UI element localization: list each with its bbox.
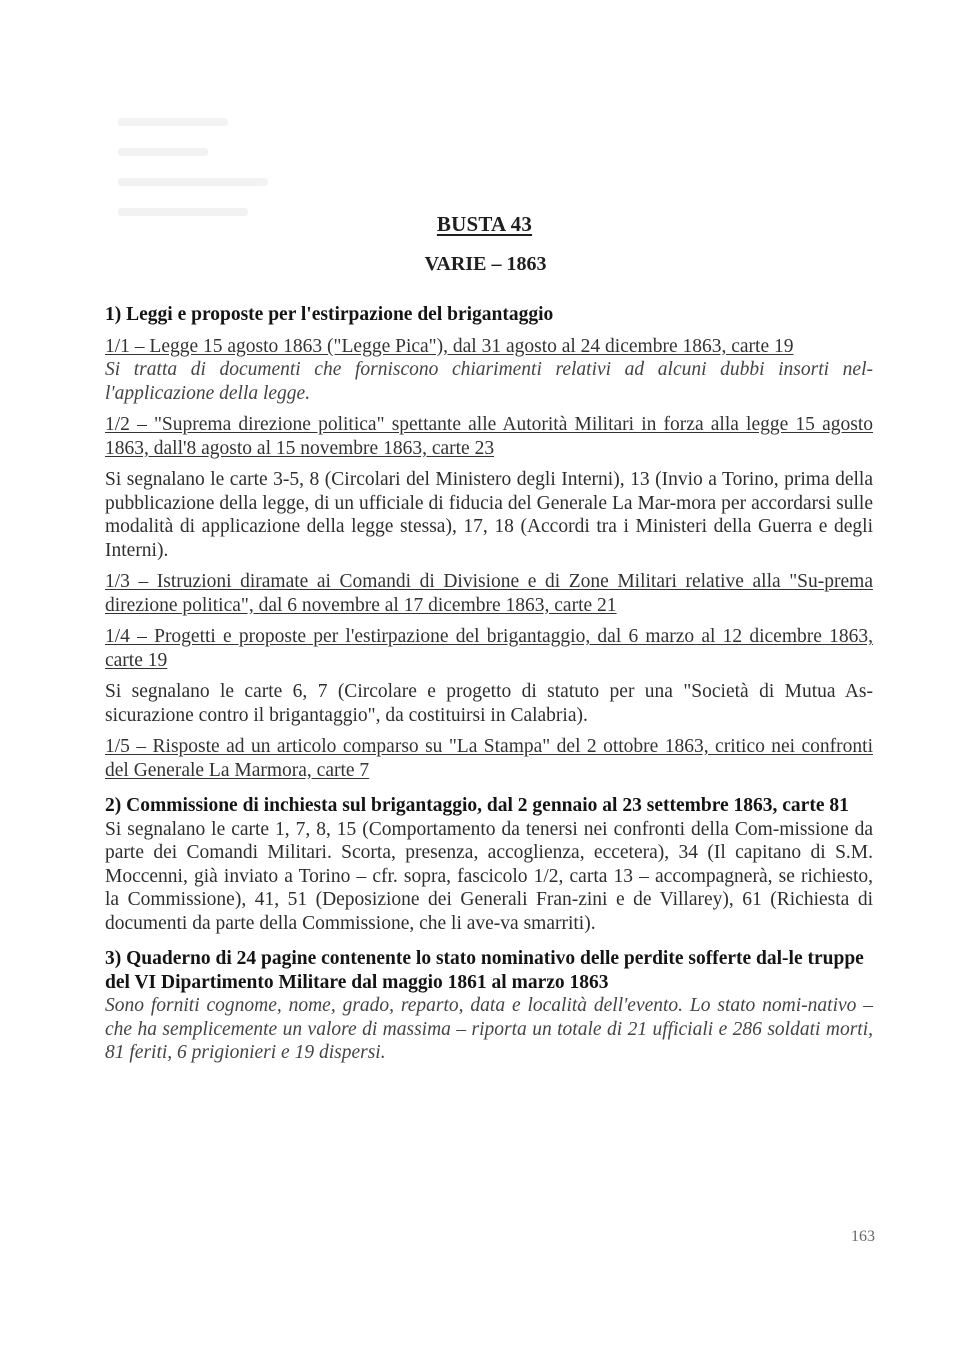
- file-1-3-heading: 1/3 – Istruzioni diramate ai Comandi di Divisione e di Zone Militari relative alla "Su-prema direzione politica", dal 6 novembre al 17 dicembre 1863, carte 21: [105, 571, 873, 616]
- file-1-1-description: Si tratta di documenti che forniscono chiarimenti relativi ad alcuni dubbi insorti nel-l'applicazione della legge.: [105, 359, 873, 404]
- bleed-through-marks: [118, 118, 318, 268]
- file-1-5-heading: 1/5 – Risposte ad un articolo comparso su "La Stampa" del 2 ottobre 1863, critico nei confronti del Generale La Marmora, carte 7: [105, 736, 873, 781]
- section-2-title: 2) Commissione di inchiesta sul brigantaggio, dal 2 gennaio al 23 settembre 1863, carte 81: [105, 795, 849, 816]
- file-1-2-heading: 1/2 – "Suprema direzione politica" spettante alle Autorità Militari in forza alla legge 15 agosto 1863, dall'8 agosto al 15 novembre 1863, carte 23: [105, 414, 873, 459]
- busta-heading: [0, 212, 955, 237]
- document-body: [105, 303, 873, 1065]
- file-1-4-description: Si segnalano le carte 6, 7 (Circolare e progetto di statuto per una "Società di Mutua As-sicurazione contro il brigantaggio", da costituirsi in Calabria).: [105, 681, 873, 726]
- section-3-description: Sono forniti cognome, nome, grado, reparto, data e località dell'evento. Lo stato nomi-nativo – che ha semplicemente un valore di massima – riporta un totale di 21 ufficiali e 286 soldati morti, 81 feriti, 6 prigionieri e 19 dispersi.: [105, 995, 873, 1063]
- file-1-2-description: Si segnalano le carte 3-5, 8 (Circolari del Ministero degli Interni), 13 (Invio a Torino, prima della pubblicazione della legge, di un ufficiale di fiducia del Generale La Mar-mora per accordarsi sulle modalità di applicazione della legge stessa), 17, 18 (Accordi tra i Ministeri della Guerra e degli Interni).: [105, 469, 873, 561]
- section-2-description: Si segnalano le carte 1, 7, 8, 15 (Comportamento da tenersi nei confronti della Com-missione da parte dei Comandi Militari. Scorta, presenza, accoglienza, eccetera), 34 (Il capitano di S.M. Moccenni, già inviato a Torino – cfr. sopra, fascicolo 1/2, carta 13 – accompagnerà, se richiesto, la Commissione), 41, 51 (Deposizione dei Generali Fran-zini e de Villarey), 61 (Richiesta di documenti da parte della Commissione, che li ave-va smarriti).: [105, 818, 873, 934]
- page-number: 163: [851, 1228, 875, 1245]
- file-1-1-heading: 1/1 – Legge 15 agosto 1863 ("Legge Pica"), dal 31 agosto al 24 dicembre 1863, carte 19: [105, 335, 794, 357]
- busta-title: BUSTA 43: [436, 212, 533, 236]
- section-3-title: 3) Quaderno di 24 pagine contenente lo stato nominativo delle perdite sofferte dal-le truppe del VI Dipartimento Militare dal maggio 1861 al marzo 1863: [105, 948, 864, 993]
- varie-heading: VARIE – 1863: [424, 253, 547, 275]
- section-1-title: 1) Leggi e proposte per l'estirpazione del brigantaggio: [105, 304, 554, 325]
- file-1-4-heading: 1/4 – Progetti e proposte per l'estirpazione del brigantaggio, dal 6 marzo al 12 dicembre 1863, carte 19: [105, 626, 873, 671]
